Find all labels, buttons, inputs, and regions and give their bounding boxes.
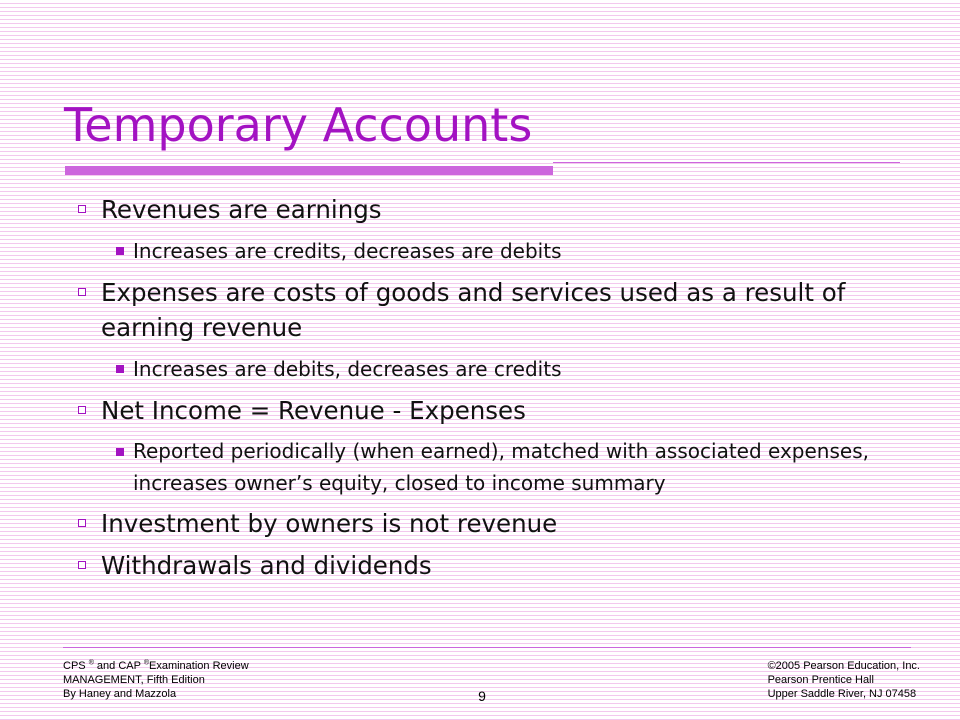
bullet-text: Investment by owners is not revenue (101, 509, 558, 538)
sub-bullet-text: Increases are debits, decreases are credits (133, 357, 562, 381)
bullet-list (76, 192, 916, 590)
footer-right-line-3: Upper Saddle River, NJ 07458 (767, 688, 917, 700)
bullet-revenues (76, 192, 916, 227)
footer-text: CPS (63, 660, 89, 672)
bullet-net-income (76, 393, 916, 428)
footer-left (63, 659, 249, 701)
hollow-square-bullet-icon (78, 561, 86, 569)
footer-text: and CAP (93, 660, 144, 672)
hollow-square-bullet-icon (78, 406, 86, 414)
title-rule (553, 162, 900, 163)
filled-square-bullet-icon (116, 448, 124, 456)
footer-right-line-2: Pearson Prentice Hall (767, 674, 874, 686)
registered-mark: ® (88, 659, 94, 667)
page-number: 9 (478, 688, 486, 704)
footer-left-line-3: By Haney and Mazzola (63, 688, 177, 700)
slide-title: Temporary Accounts (64, 98, 533, 152)
bullet-expenses (76, 275, 916, 345)
bullet-withdrawals (76, 548, 916, 583)
footer-rule (63, 647, 911, 648)
bullet-text: Withdrawals and dividends (101, 551, 432, 580)
title-underline-bar (65, 166, 553, 175)
footer-left-line-1 (63, 659, 249, 673)
filled-square-bullet-icon (116, 365, 124, 373)
footer-left-line-2: MANAGEMENT, Fifth Edition (63, 674, 205, 686)
footer-text: Examination Review (148, 660, 249, 672)
sub-bullet-text: Increases are credits, decreases are debits (133, 239, 562, 263)
hollow-square-bullet-icon (78, 288, 86, 296)
hollow-square-bullet-icon (78, 519, 86, 527)
sub-bullet-net-income (76, 435, 916, 499)
filled-square-bullet-icon (116, 247, 124, 255)
registered-mark: ® (143, 659, 149, 667)
bullet-text: Revenues are earnings (101, 195, 382, 224)
sub-bullet-expenses (76, 352, 916, 386)
bullet-text: Expenses are costs of goods and services used as a result of earning revenue (101, 278, 846, 342)
bullet-investment (76, 506, 916, 541)
sub-bullet-text: Reported periodically (when earned), matched with associated expenses, increases owner’s equity, closed to income summary (133, 439, 869, 495)
footer-right (768, 659, 920, 701)
sub-bullet-revenues (76, 234, 916, 268)
footer-right-line-1: ©2005 Pearson Education, Inc. (767, 660, 920, 672)
hollow-square-bullet-icon (78, 205, 86, 213)
bullet-text: Net Income = Revenue - Expenses (101, 396, 526, 425)
